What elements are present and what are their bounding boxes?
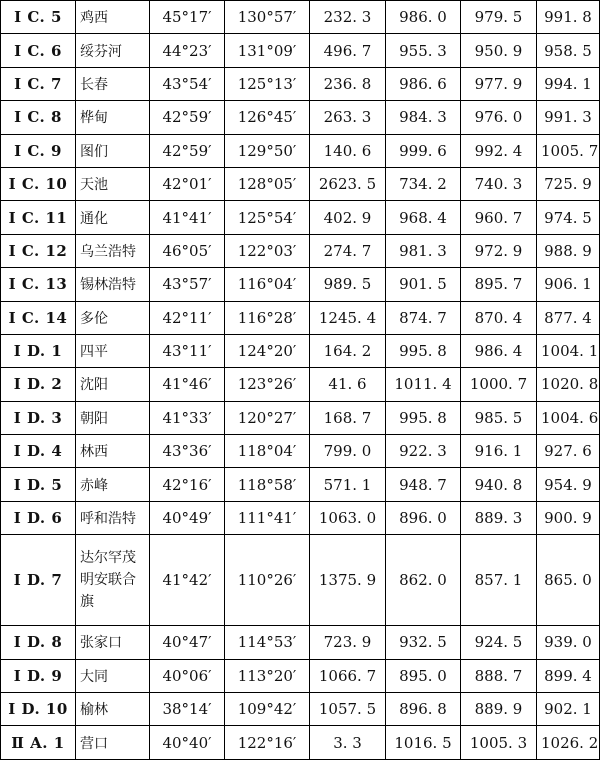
station-name-cell: 林西 (76, 435, 150, 468)
altitude-cell: 3. 3 (310, 726, 386, 759)
pressure-summer-cell: 889. 9 (461, 693, 537, 726)
altitude-cell: 168. 7 (310, 401, 386, 434)
pressure-summer-cell: 888. 7 (461, 659, 537, 692)
zone-code-cell: I C. 12 (1, 234, 76, 267)
latitude-cell: 42°59′ (150, 101, 225, 134)
table-row (1, 626, 600, 659)
table-row (1, 134, 600, 167)
zone-code-cell: Ⅱ A. 1 (1, 726, 76, 759)
latitude-cell: 40°49′ (150, 501, 225, 534)
pressure-winter-cell: 877. 4 (537, 301, 600, 334)
latitude-cell: 41°41′ (150, 201, 225, 234)
zone-code-cell: I D. 9 (1, 659, 76, 692)
altitude-cell: 989. 5 (310, 268, 386, 301)
latitude-cell: 41°42′ (150, 535, 225, 626)
latitude-cell: 38°14′ (150, 693, 225, 726)
station-name-cell: 通化 (76, 201, 150, 234)
pressure-winter-cell: 1004. 6 (537, 401, 600, 434)
zone-code-cell: I C. 9 (1, 134, 76, 167)
altitude-cell: 723. 9 (310, 626, 386, 659)
pressure-annual-cell: 986. 0 (386, 1, 461, 34)
latitude-cell: 41°46′ (150, 368, 225, 401)
pressure-winter-cell: 958. 5 (537, 34, 600, 67)
pressure-summer-cell: 977. 9 (461, 67, 537, 100)
table-row (1, 726, 600, 759)
pressure-winter-cell: 991. 8 (537, 1, 600, 34)
longitude-cell: 124°20′ (225, 334, 310, 367)
pressure-summer-cell: 1005. 3 (461, 726, 537, 759)
pressure-annual-cell: 968. 4 (386, 201, 461, 234)
pressure-summer-cell: 916. 1 (461, 435, 537, 468)
longitude-cell: 125°13′ (225, 67, 310, 100)
altitude-cell: 232. 3 (310, 1, 386, 34)
pressure-annual-cell: 948. 7 (386, 468, 461, 501)
pressure-summer-cell: 940. 8 (461, 468, 537, 501)
zone-code-cell: I C. 10 (1, 167, 76, 200)
table-row (1, 268, 600, 301)
longitude-cell: 122°03′ (225, 234, 310, 267)
pressure-summer-cell: 985. 5 (461, 401, 537, 434)
zone-code-cell: I D. 7 (1, 535, 76, 626)
pressure-winter-cell: 974. 5 (537, 201, 600, 234)
altitude-cell: 496. 7 (310, 34, 386, 67)
pressure-summer-cell: 870. 4 (461, 301, 537, 334)
station-name-cell: 天池 (76, 167, 150, 200)
station-name-cell: 营口 (76, 726, 150, 759)
latitude-cell: 42°16′ (150, 468, 225, 501)
station-name-cell: 朝阳 (76, 401, 150, 434)
zone-code-cell: I D. 6 (1, 501, 76, 534)
longitude-cell: 114°53′ (225, 626, 310, 659)
altitude-cell: 1245. 4 (310, 301, 386, 334)
pressure-annual-cell: 981. 3 (386, 234, 461, 267)
pressure-summer-cell: 740. 3 (461, 167, 537, 200)
altitude-cell: 571. 1 (310, 468, 386, 501)
zone-code-cell: I C. 6 (1, 34, 76, 67)
pressure-summer-cell: 979. 5 (461, 1, 537, 34)
longitude-cell: 113°20′ (225, 659, 310, 692)
pressure-summer-cell: 924. 5 (461, 626, 537, 659)
altitude-cell: 41. 6 (310, 368, 386, 401)
station-name-cell: 达尔罕茂明安联合旗 (76, 535, 150, 626)
table-row (1, 501, 600, 534)
pressure-annual-cell: 986. 6 (386, 67, 461, 100)
latitude-cell: 42°01′ (150, 167, 225, 200)
pressure-annual-cell: 896. 8 (386, 693, 461, 726)
altitude-cell: 1066. 7 (310, 659, 386, 692)
station-name-cell: 绥芬河 (76, 34, 150, 67)
longitude-cell: 118°04′ (225, 435, 310, 468)
zone-code-cell: I C. 11 (1, 201, 76, 234)
pressure-summer-cell: 1000. 7 (461, 368, 537, 401)
pressure-summer-cell: 976. 0 (461, 101, 537, 134)
station-name-cell: 锡林浩特 (76, 268, 150, 301)
altitude-cell: 799. 0 (310, 435, 386, 468)
pressure-annual-cell: 995. 8 (386, 334, 461, 367)
pressure-summer-cell: 895. 7 (461, 268, 537, 301)
zone-code-cell: I D. 5 (1, 468, 76, 501)
station-name-cell: 鸡西 (76, 1, 150, 34)
latitude-cell: 41°33′ (150, 401, 225, 434)
pressure-summer-cell: 889. 3 (461, 501, 537, 534)
zone-code-cell: I D. 2 (1, 368, 76, 401)
pressure-annual-cell: 932. 5 (386, 626, 461, 659)
pressure-annual-cell: 955. 3 (386, 34, 461, 67)
station-name-cell: 图们 (76, 134, 150, 167)
longitude-cell: 130°57′ (225, 1, 310, 34)
altitude-cell: 1063. 0 (310, 501, 386, 534)
pressure-winter-cell: 1026. 2 (537, 726, 600, 759)
pressure-winter-cell: 939. 0 (537, 626, 600, 659)
pressure-winter-cell: 900. 9 (537, 501, 600, 534)
latitude-cell: 43°54′ (150, 67, 225, 100)
altitude-cell: 140. 6 (310, 134, 386, 167)
longitude-cell: 128°05′ (225, 167, 310, 200)
latitude-cell: 43°57′ (150, 268, 225, 301)
pressure-winter-cell: 899. 4 (537, 659, 600, 692)
latitude-cell: 42°11′ (150, 301, 225, 334)
longitude-cell: 129°50′ (225, 134, 310, 167)
pressure-winter-cell: 906. 1 (537, 268, 600, 301)
station-name-cell: 榆林 (76, 693, 150, 726)
pressure-summer-cell: 950. 9 (461, 34, 537, 67)
latitude-cell: 43°11′ (150, 334, 225, 367)
pressure-winter-cell: 1004. 1 (537, 334, 600, 367)
table-row (1, 535, 600, 626)
station-name-cell: 长春 (76, 67, 150, 100)
altitude-cell: 274. 7 (310, 234, 386, 267)
table-row (1, 401, 600, 434)
pressure-summer-cell: 972. 9 (461, 234, 537, 267)
table-row (1, 368, 600, 401)
table-row (1, 167, 600, 200)
pressure-summer-cell: 986. 4 (461, 334, 537, 367)
pressure-annual-cell: 874. 7 (386, 301, 461, 334)
altitude-cell: 164. 2 (310, 334, 386, 367)
altitude-cell: 236. 8 (310, 67, 386, 100)
pressure-annual-cell: 999. 6 (386, 134, 461, 167)
table-row (1, 468, 600, 501)
pressure-winter-cell: 902. 1 (537, 693, 600, 726)
station-name-cell: 呼和浩特 (76, 501, 150, 534)
station-name-cell: 乌兰浩特 (76, 234, 150, 267)
pressure-annual-cell: 984. 3 (386, 101, 461, 134)
station-name-cell: 桦甸 (76, 101, 150, 134)
station-name-cell: 多伦 (76, 301, 150, 334)
zone-code-cell: I D. 1 (1, 334, 76, 367)
longitude-cell: 120°27′ (225, 401, 310, 434)
table-row (1, 659, 600, 692)
station-name-cell: 大同 (76, 659, 150, 692)
station-name-cell: 赤峰 (76, 468, 150, 501)
pressure-summer-cell: 960. 7 (461, 201, 537, 234)
longitude-cell: 111°41′ (225, 501, 310, 534)
pressure-annual-cell: 895. 0 (386, 659, 461, 692)
altitude-cell: 402. 9 (310, 201, 386, 234)
longitude-cell: 131°09′ (225, 34, 310, 67)
longitude-cell: 109°42′ (225, 693, 310, 726)
latitude-cell: 44°23′ (150, 34, 225, 67)
pressure-winter-cell: 994. 1 (537, 67, 600, 100)
altitude-cell: 2623. 5 (310, 167, 386, 200)
zone-code-cell: I D. 10 (1, 693, 76, 726)
table-row (1, 201, 600, 234)
longitude-cell: 116°04′ (225, 268, 310, 301)
zone-code-cell: I D. 8 (1, 626, 76, 659)
latitude-cell: 43°36′ (150, 435, 225, 468)
longitude-cell: 125°54′ (225, 201, 310, 234)
station-name-cell: 沈阳 (76, 368, 150, 401)
station-name-cell: 张家口 (76, 626, 150, 659)
altitude-cell: 263. 3 (310, 101, 386, 134)
table-row (1, 334, 600, 367)
altitude-cell: 1375. 9 (310, 535, 386, 626)
longitude-cell: 123°26′ (225, 368, 310, 401)
longitude-cell: 110°26′ (225, 535, 310, 626)
zone-code-cell: I D. 4 (1, 435, 76, 468)
latitude-cell: 40°40′ (150, 726, 225, 759)
zone-code-cell: I C. 7 (1, 67, 76, 100)
table-row (1, 101, 600, 134)
longitude-cell: 126°45′ (225, 101, 310, 134)
latitude-cell: 45°17′ (150, 1, 225, 34)
zone-code-cell: I C. 5 (1, 1, 76, 34)
longitude-cell: 116°28′ (225, 301, 310, 334)
table-body (1, 1, 600, 760)
pressure-winter-cell: 725. 9 (537, 167, 600, 200)
latitude-cell: 40°47′ (150, 626, 225, 659)
zone-code-cell: I C. 14 (1, 301, 76, 334)
pressure-winter-cell: 865. 0 (537, 535, 600, 626)
pressure-annual-cell: 896. 0 (386, 501, 461, 534)
latitude-cell: 42°59′ (150, 134, 225, 167)
pressure-annual-cell: 995. 8 (386, 401, 461, 434)
table-row (1, 435, 600, 468)
longitude-cell: 122°16′ (225, 726, 310, 759)
table-row (1, 693, 600, 726)
latitude-cell: 46°05′ (150, 234, 225, 267)
pressure-annual-cell: 1011. 4 (386, 368, 461, 401)
altitude-cell: 1057. 5 (310, 693, 386, 726)
pressure-summer-cell: 857. 1 (461, 535, 537, 626)
pressure-winter-cell: 954. 9 (537, 468, 600, 501)
pressure-annual-cell: 862. 0 (386, 535, 461, 626)
pressure-winter-cell: 1005. 7 (537, 134, 600, 167)
longitude-cell: 118°58′ (225, 468, 310, 501)
table-row (1, 301, 600, 334)
pressure-summer-cell: 992. 4 (461, 134, 537, 167)
pressure-winter-cell: 991. 3 (537, 101, 600, 134)
zone-code-cell: I C. 8 (1, 101, 76, 134)
table-row (1, 234, 600, 267)
zone-code-cell: I C. 13 (1, 268, 76, 301)
pressure-annual-cell: 734. 2 (386, 167, 461, 200)
table-row (1, 67, 600, 100)
station-name-cell: 四平 (76, 334, 150, 367)
pressure-winter-cell: 1020. 8 (537, 368, 600, 401)
pressure-winter-cell: 988. 9 (537, 234, 600, 267)
pressure-annual-cell: 922. 3 (386, 435, 461, 468)
table-row (1, 1, 600, 34)
table-row (1, 34, 600, 67)
pressure-annual-cell: 1016. 5 (386, 726, 461, 759)
pressure-winter-cell: 927. 6 (537, 435, 600, 468)
zone-code-cell: I D. 3 (1, 401, 76, 434)
pressure-annual-cell: 901. 5 (386, 268, 461, 301)
latitude-cell: 40°06′ (150, 659, 225, 692)
